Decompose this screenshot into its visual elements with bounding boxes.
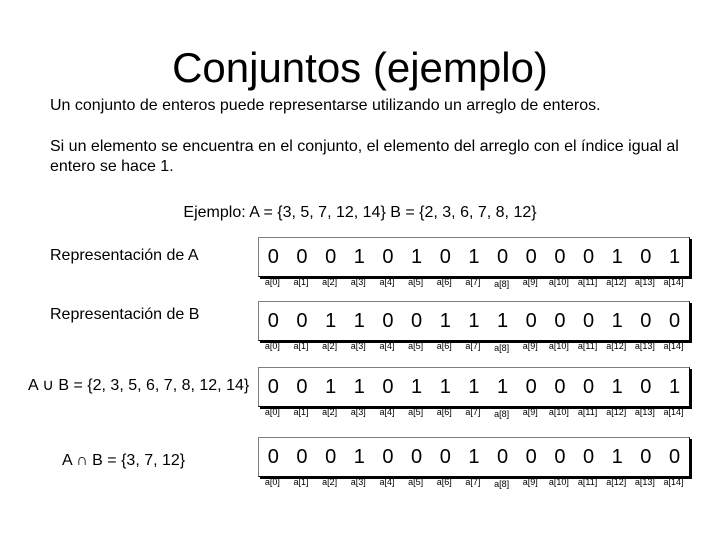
index-label: a[9] bbox=[522, 477, 538, 487]
index-label: a[12] bbox=[606, 277, 627, 287]
index-label: a[12] bbox=[606, 341, 627, 351]
index-row-union bbox=[258, 407, 688, 419]
index-label: a[9] bbox=[522, 277, 538, 287]
array-cell: 0 bbox=[267, 310, 279, 332]
array-cell: 0 bbox=[554, 446, 566, 468]
index-label: a[11] bbox=[577, 341, 598, 351]
array-cell: 1 bbox=[439, 310, 451, 332]
row-label-union: A ∪ B = {2, 3, 5, 6, 7, 8, 12, 14} bbox=[28, 377, 250, 394]
array-cell: 1 bbox=[325, 310, 337, 332]
array-cell: 1 bbox=[439, 376, 451, 398]
array-a bbox=[258, 237, 690, 277]
index-label: a[0] bbox=[264, 477, 280, 487]
array-cell: 1 bbox=[611, 446, 623, 468]
index-label: a[4] bbox=[379, 341, 395, 351]
array-cell: 0 bbox=[325, 246, 337, 268]
array-cell: 0 bbox=[582, 446, 595, 468]
index-label: a[3] bbox=[350, 407, 366, 417]
index-label: a[2] bbox=[322, 407, 338, 417]
index-label: a[13] bbox=[634, 477, 655, 487]
array-cell: 1 bbox=[411, 376, 423, 398]
index-label: a[9] bbox=[522, 407, 538, 417]
array-cell: 0 bbox=[411, 446, 423, 468]
array-cell: 1 bbox=[497, 376, 509, 398]
index-label: a[11] bbox=[577, 407, 598, 417]
index-row-b bbox=[258, 341, 688, 353]
index-label: a[8] bbox=[494, 279, 510, 289]
array-cell: 0 bbox=[497, 446, 509, 468]
array-cell: 0 bbox=[640, 310, 652, 332]
index-label: a[10] bbox=[548, 407, 569, 417]
array-cell: 0 bbox=[668, 310, 681, 332]
array-union bbox=[258, 367, 690, 407]
index-label: a[12] bbox=[606, 407, 627, 417]
index-label: a[6] bbox=[436, 341, 452, 351]
array-cell: 0 bbox=[640, 246, 652, 268]
index-label: a[14] bbox=[663, 277, 684, 287]
array-cell: 0 bbox=[554, 376, 566, 398]
index-label: a[13] bbox=[634, 277, 655, 287]
array-cell: 1 bbox=[353, 446, 365, 468]
array-cell: 1 bbox=[611, 310, 623, 332]
array-cell: 0 bbox=[439, 246, 451, 268]
index-label: a[1] bbox=[293, 477, 309, 487]
array-cell: 1 bbox=[411, 246, 423, 268]
array-cell: 0 bbox=[640, 376, 652, 398]
array-cell: 1 bbox=[611, 376, 623, 398]
index-label: a[1] bbox=[293, 341, 309, 351]
array-cell: 0 bbox=[525, 246, 537, 268]
array-cell: 0 bbox=[382, 310, 394, 332]
array-cell: 0 bbox=[525, 376, 537, 398]
array-cell: 0 bbox=[296, 376, 308, 398]
array-cell: 0 bbox=[382, 446, 394, 468]
array-cell: 0 bbox=[525, 310, 537, 332]
index-label: a[8] bbox=[494, 409, 510, 419]
array-cell: 0 bbox=[554, 310, 566, 332]
array-cell: 0 bbox=[411, 310, 423, 332]
index-label: a[6] bbox=[436, 477, 452, 487]
index-label: a[3] bbox=[350, 341, 366, 351]
example-line: Ejemplo: A = {3, 5, 7, 12, 14} B = {2, 3, 6, 7, 8, 12} bbox=[183, 204, 537, 221]
index-label: a[11] bbox=[577, 277, 598, 287]
index-label: a[1] bbox=[293, 277, 309, 287]
array-cell: 1 bbox=[353, 310, 365, 332]
index-label: a[12] bbox=[606, 477, 627, 487]
index-row-a bbox=[258, 277, 688, 289]
index-label: a[13] bbox=[634, 407, 655, 417]
index-label: a[0] bbox=[264, 277, 280, 287]
array-cell: 0 bbox=[497, 246, 509, 268]
array-cell: 0 bbox=[439, 446, 451, 468]
array-cell: 0 bbox=[267, 246, 279, 268]
index-label: a[11] bbox=[577, 477, 598, 487]
array-cell: 1 bbox=[468, 310, 480, 332]
index-label: a[10] bbox=[548, 341, 569, 351]
index-label: a[5] bbox=[408, 277, 424, 287]
array-cell: 0 bbox=[640, 446, 652, 468]
index-label: a[5] bbox=[408, 341, 424, 351]
row-label-b: Representación de B bbox=[50, 306, 200, 323]
index-label: a[8] bbox=[494, 479, 510, 489]
array-cell: 0 bbox=[296, 310, 308, 332]
index-label: a[5] bbox=[408, 407, 424, 417]
array-cell: 1 bbox=[325, 376, 337, 398]
array-cell: 1 bbox=[468, 376, 480, 398]
index-label: a[7] bbox=[465, 407, 481, 417]
row-label-a: Representación de A bbox=[50, 247, 199, 264]
index-label: a[2] bbox=[322, 477, 338, 487]
array-cell: 1 bbox=[611, 246, 623, 268]
index-label: a[10] bbox=[548, 477, 569, 487]
array-intersection bbox=[258, 437, 690, 477]
index-label: a[4] bbox=[379, 277, 395, 287]
index-label: a[7] bbox=[465, 477, 481, 487]
index-label: a[3] bbox=[350, 477, 366, 487]
array-cell: 0 bbox=[382, 376, 394, 398]
index-label: a[14] bbox=[663, 341, 684, 351]
array-cell: 0 bbox=[382, 246, 394, 268]
array-cell: 0 bbox=[296, 446, 308, 468]
index-label: a[4] bbox=[379, 407, 395, 417]
array-cell: 1 bbox=[668, 246, 681, 268]
row-label-intersection: A ∩ B = {3, 7, 12} bbox=[62, 452, 186, 469]
array-cell: 1 bbox=[668, 376, 681, 398]
index-label: a[4] bbox=[379, 477, 395, 487]
index-label: a[14] bbox=[663, 407, 684, 417]
array-cell: 0 bbox=[668, 446, 681, 468]
index-label: a[6] bbox=[436, 407, 452, 417]
index-label: a[9] bbox=[522, 341, 538, 351]
index-label: a[6] bbox=[436, 277, 452, 287]
array-cell: 0 bbox=[582, 310, 595, 332]
array-cell: 0 bbox=[582, 376, 595, 398]
index-label: a[5] bbox=[408, 477, 424, 487]
index-label: a[10] bbox=[548, 277, 569, 287]
array-cell: 0 bbox=[267, 446, 279, 468]
array-cell: 1 bbox=[353, 376, 365, 398]
array-cell: 0 bbox=[582, 246, 595, 268]
index-label: a[2] bbox=[322, 277, 338, 287]
page-title: Conjuntos (ejemplo) bbox=[172, 44, 548, 91]
array-cell: 0 bbox=[554, 246, 566, 268]
array-cell: 1 bbox=[353, 246, 365, 268]
array-cell: 0 bbox=[325, 446, 337, 468]
index-label: a[1] bbox=[293, 407, 309, 417]
index-label: a[14] bbox=[663, 477, 684, 487]
index-label: a[2] bbox=[322, 341, 338, 351]
array-cell: 1 bbox=[468, 246, 480, 268]
intro-paragraph: Un conjunto de enteros puede representarse utilizando un arreglo de enteros. bbox=[50, 97, 601, 114]
array-cell: 0 bbox=[267, 376, 279, 398]
array-b bbox=[258, 301, 690, 341]
array-cell: 1 bbox=[497, 310, 509, 332]
array-cell: 0 bbox=[525, 446, 537, 468]
index-label: a[7] bbox=[465, 341, 481, 351]
index-label: a[7] bbox=[465, 277, 481, 287]
array-cell: 1 bbox=[468, 446, 480, 468]
index-label: a[3] bbox=[350, 277, 366, 287]
index-label: a[0] bbox=[264, 407, 280, 417]
index-label: a[0] bbox=[264, 341, 280, 351]
index-label: a[13] bbox=[634, 341, 655, 351]
index-label: a[8] bbox=[494, 343, 510, 353]
index-row-intersection bbox=[258, 477, 688, 489]
array-cell: 0 bbox=[296, 246, 308, 268]
rule-paragraph: Si un elemento se encuentra en el conjunto, el elemento del arreglo con el índice igual al entero se hace 1. bbox=[50, 138, 679, 175]
